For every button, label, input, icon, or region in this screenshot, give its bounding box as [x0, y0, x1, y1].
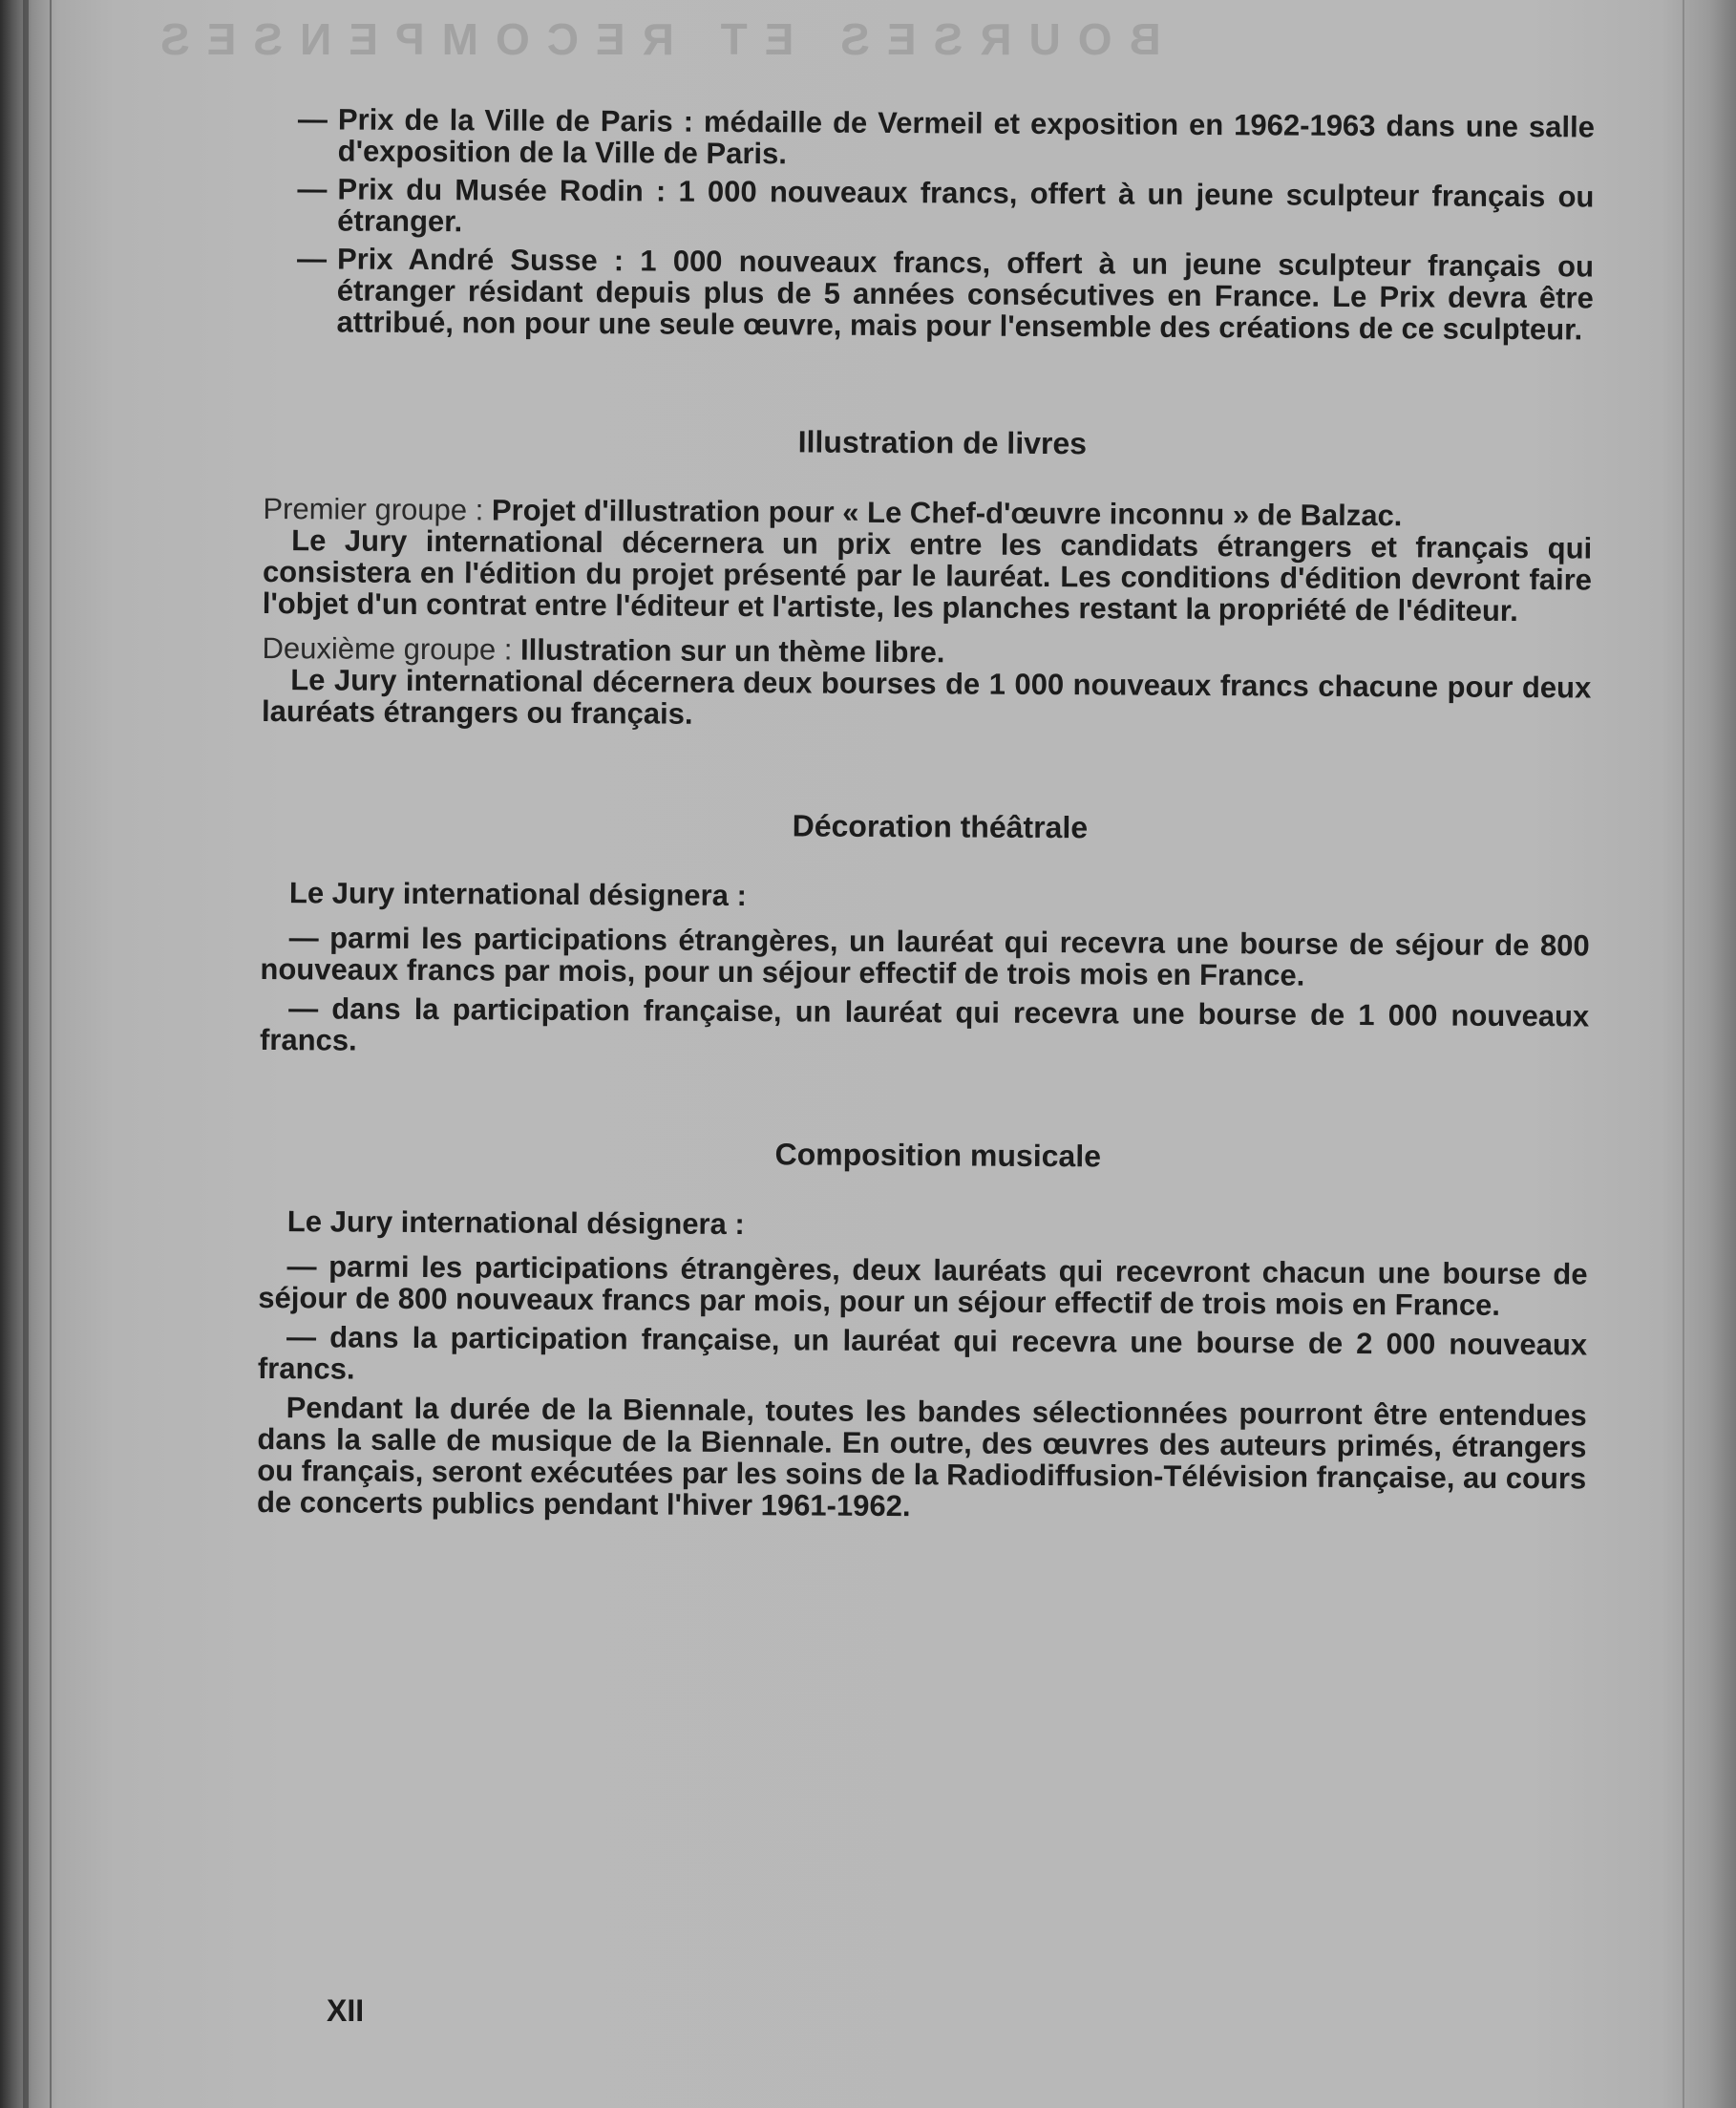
prize-item	[265, 173, 1594, 245]
page-edge-line	[1683, 0, 1684, 2108]
dash-bullet: —	[297, 172, 328, 206]
composition-item-foreign: — parmi les participations étrangères, deux lauréats qui recevront chacun une bourse de séjour de 800 nouveaux francs par mois, pour un séjour effectif de trois mois en France.	[258, 1249, 1588, 1322]
group-two-label: Deuxième groupe :	[262, 630, 513, 667]
prize-item	[265, 103, 1595, 175]
prize-text: Prix André Susse : 1 000 nouveaux francs, offert à un jeune sculpteur français ou étranger résidant depuis plus de 5 années consécutives en France. Le Prix devra être attribué, non pour une seule œuvre, mais pour l'ensemble des créations de ce sculpteur.	[336, 242, 1595, 347]
show-through-header: BOURSES ET RECOMPENSES	[143, 14, 1161, 64]
decoration-item-foreign: — parmi les participations étrangères, un lauréat qui recevra une bourse de séjour de 800 nouveaux francs par mois, pour un séjour effectif de trois mois en France.	[260, 921, 1590, 992]
group-two-text: Le Jury international décernera deux bourses de 1 000 nouveaux francs chacune pour deux lauréats étrangers ou français.	[262, 663, 1592, 731]
dash-bullet: —	[297, 102, 328, 137]
page-content	[257, 103, 1595, 1539]
composition-closing: Pendant la durée de la Biennale, toutes les bandes sélectionnées pourront être entendues dans la salle de musique de la Biennale. En outre, des œuvres des auteurs primés, étrangers ou français, seront exécutées par les soins de la Radiodiffusion-Télévision française, au cours de concerts publics pendant l'hiver 1961-1962.	[256, 1391, 1587, 1523]
decoration-item-french: — dans la participation française, un lauréat qui recevra une bourse de 1 000 nouveaux francs.	[259, 991, 1590, 1057]
dash-bullet: —	[296, 242, 328, 276]
group-two-title: Illustration sur un thème libre.	[519, 632, 945, 670]
section-heading-decoration: Décoration théâtrale	[792, 808, 1089, 845]
section-heading-illustration: Illustration de livres	[797, 424, 1088, 461]
composition-item-french: — dans la participation française, un lauréat qui recevra une bourse de 2 000 nouveaux francs.	[257, 1320, 1588, 1386]
binding-shadow	[23, 0, 29, 2108]
group-one-label: Premier groupe :	[263, 491, 484, 527]
prize-item	[265, 243, 1595, 346]
composition-intro: Le Jury international désignera :	[286, 1204, 745, 1242]
group-one-title: Projet d'illustration pour « Le Chef-d'œuvre inconnu » de Balzac.	[491, 493, 1403, 533]
decoration-intro: Le Jury international désignera :	[288, 876, 747, 913]
prize-text: Prix du Musée Rodin : 1 000 nouveaux francs, offert à un jeune sculpteur français ou étranger.	[337, 172, 1595, 239]
prize-text: Prix de la Ville de Paris : médaille de Vermeil et exposition en 1962-1963 dans une salle d'exposition de la Ville de Paris.	[337, 102, 1595, 171]
section-heading-composition: Composition musicale	[774, 1137, 1102, 1174]
group-one-text: Le Jury international décernera un prix entre les candidats étrangers et français qui consistera en l'édition du projet présenté par le lauréat. Les conditions d'édition devront faire l'objet d'un contrat entre l'éditeur et l'artiste, les planches restant la propriété de l'éditeur.	[262, 523, 1593, 628]
binding-line	[50, 0, 52, 2108]
page-number: XII	[327, 1993, 365, 2028]
